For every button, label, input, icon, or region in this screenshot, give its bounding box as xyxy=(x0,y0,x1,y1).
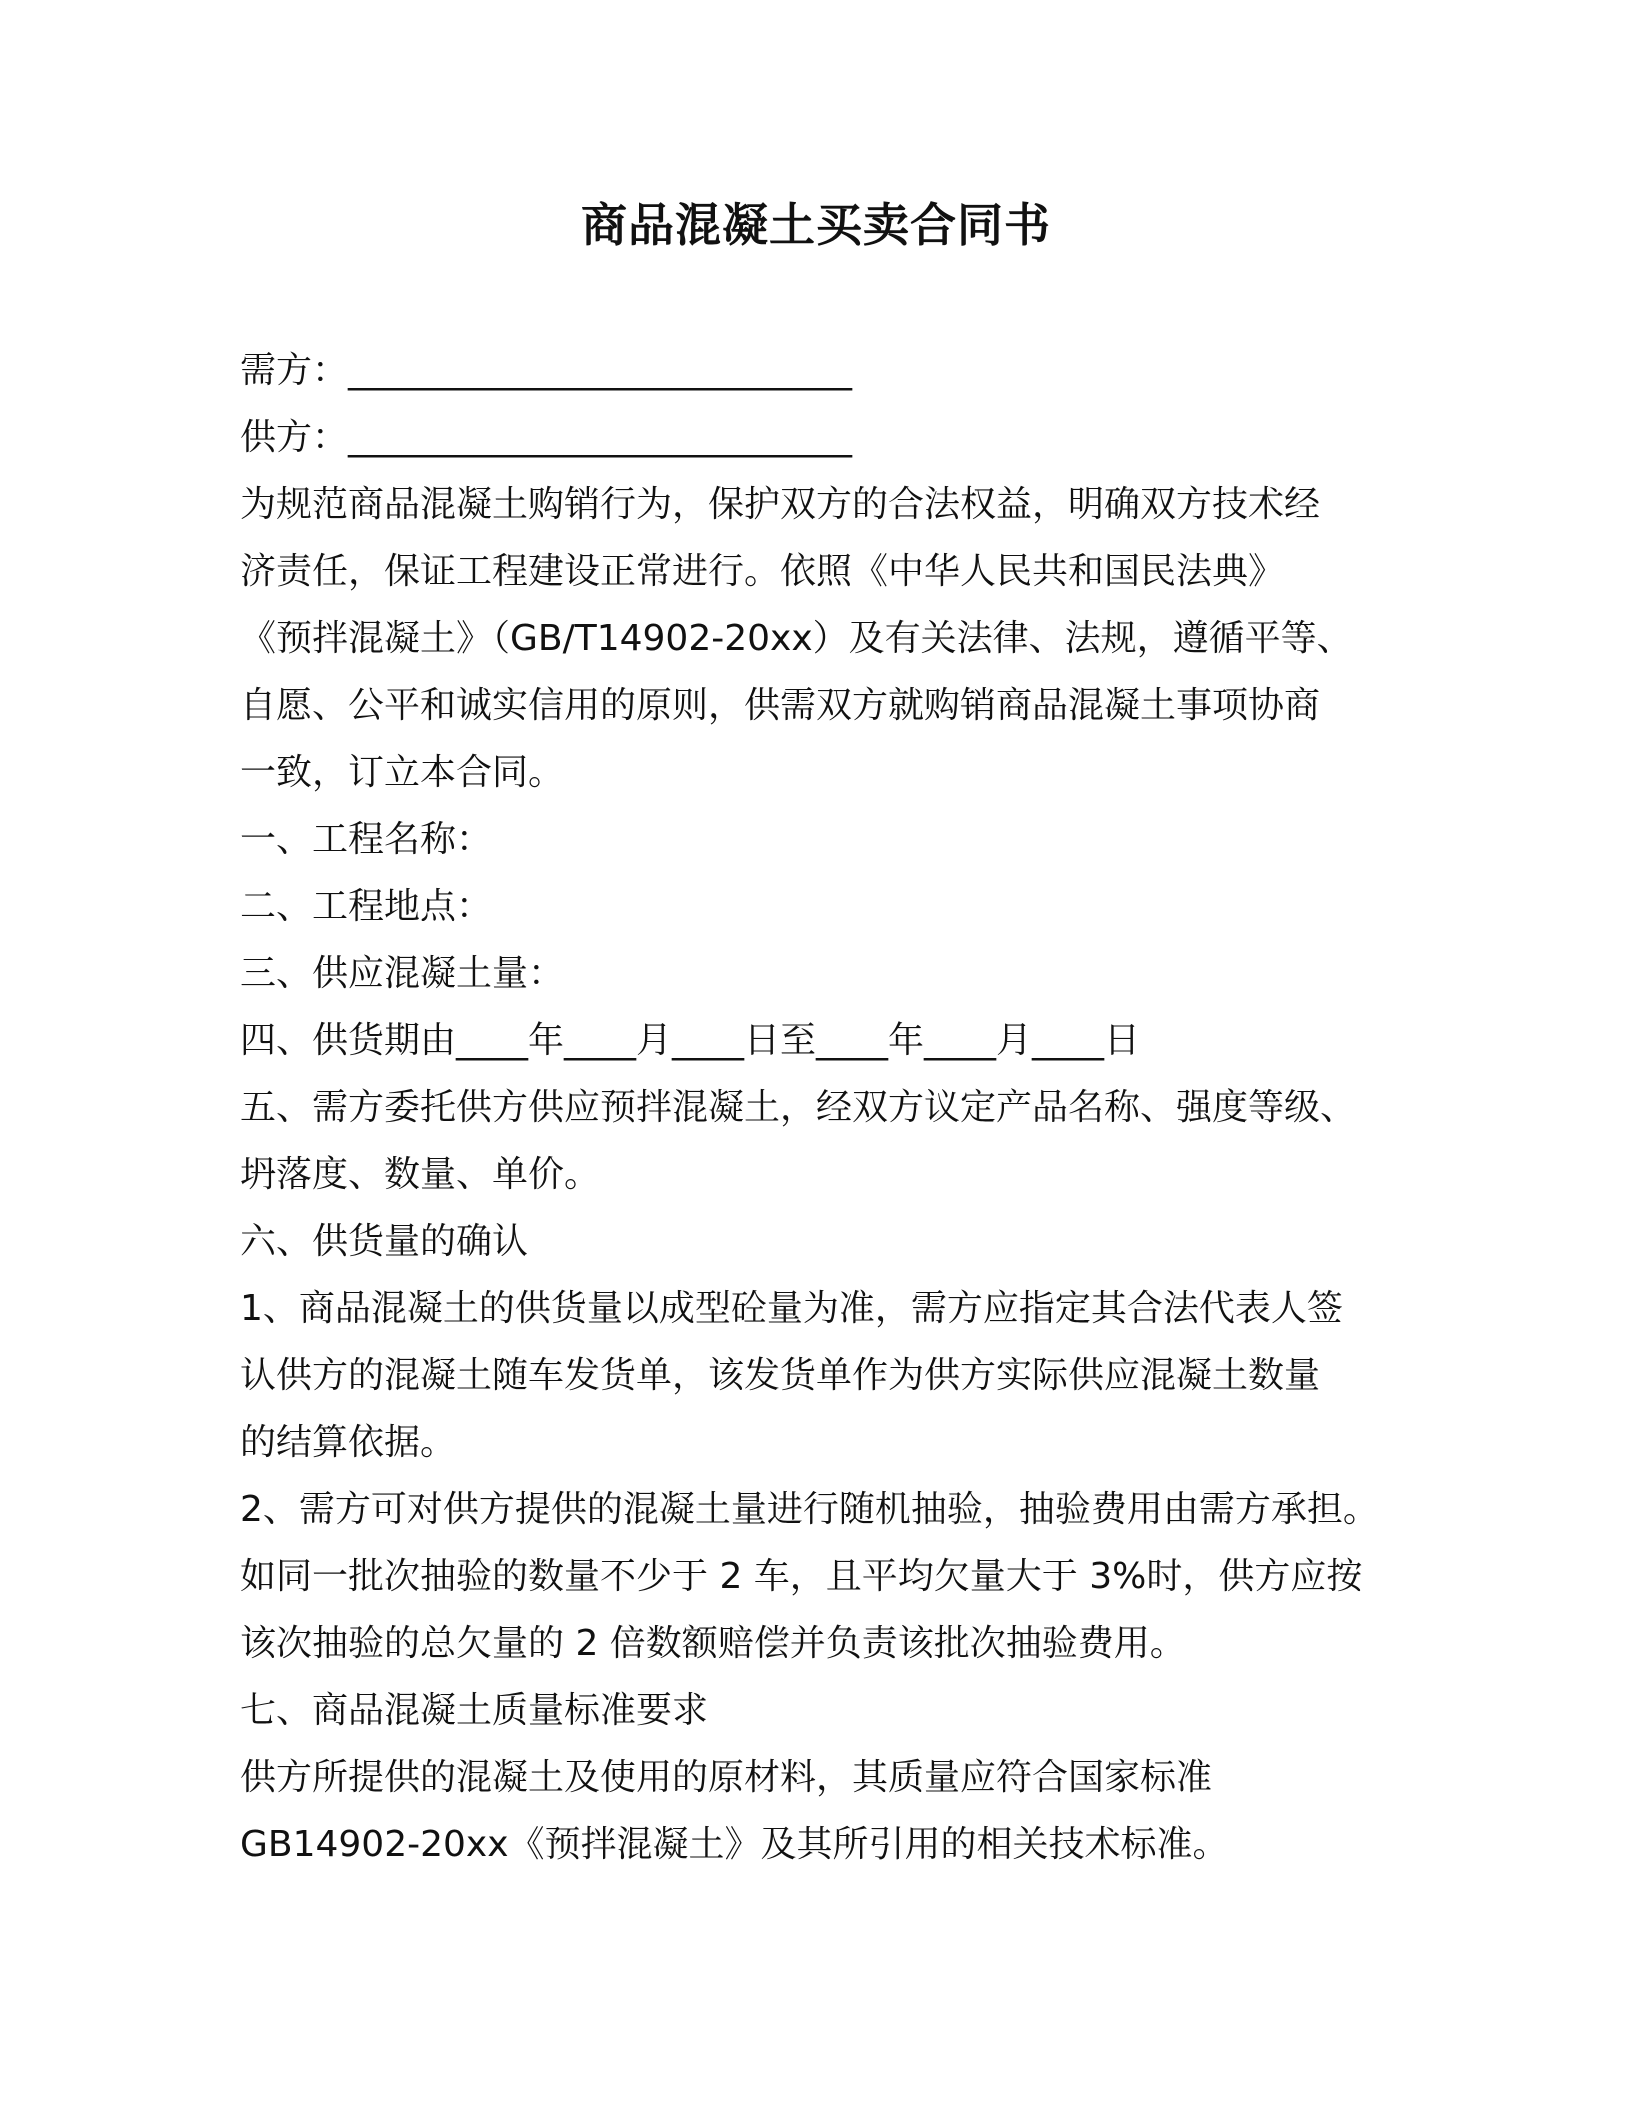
clause-supply-period: 四、供货期由____年____月____日至____年____月____日 xyxy=(240,1020,1141,1061)
clause-concrete-quantity: 三、供应混凝土量： xyxy=(240,953,565,994)
clause-product-terms-line-2: 坍落度、数量、单价。 xyxy=(240,1154,601,1195)
clause-product-terms-line-1: 五、需方委托供方供应预拌混凝土，经双方议定产品名称、强度等级、 xyxy=(240,1087,1357,1128)
seller-line: 供方：____________________________ xyxy=(240,417,853,458)
preamble-line-2: 济责任，保证工程建设正常进行。依照《中华人民共和国民法典》 xyxy=(240,551,1285,592)
preamble-line-3: 《预拌混凝土》（GB/T14902-20xx）及有关法律、法规，遵循平等、 xyxy=(240,618,1353,659)
clause-supply-confirmation-heading: 六、供货量的确认 xyxy=(240,1221,529,1262)
supply-item-2-line-3: 该次抽验的总欠量的 2 倍数额赔偿并负责该批次抽验费用。 xyxy=(240,1623,1186,1664)
clause-quality-heading: 七、商品混凝土质量标准要求 xyxy=(240,1690,709,1731)
supply-item-2-line-1: 2、需方可对供方提供的混凝土量进行随机抽验，抽验费用由需方承担。 xyxy=(240,1489,1379,1530)
supply-item-1-line-2: 认供方的混凝土随车发货单，该发货单作为供方实际供应混凝土数量 xyxy=(240,1355,1321,1396)
quality-line-1: 供方所提供的混凝土及使用的原材料，其质量应符合国家标准 xyxy=(240,1757,1213,1798)
clause-project-location: 二、工程地点： xyxy=(240,886,493,927)
document-body xyxy=(240,337,1410,1878)
buyer-line: 需方：____________________________ xyxy=(240,350,853,391)
preamble-line-1: 为规范商品混凝土购销行为，保护双方的合法权益，明确双方技术经 xyxy=(240,484,1321,525)
document-title: 商品混凝土买卖合同书 xyxy=(581,198,1051,252)
supply-item-2-line-2: 如同一批次抽验的数量不少于 2 车，且平均欠量大于 3%时，供方应按 xyxy=(240,1556,1363,1597)
quality-line-2: GB14902-20xx《预拌混凝土》及其所引用的相关技术标准。 xyxy=(240,1824,1229,1865)
preamble-line-4: 自愿、公平和诚实信用的原则，供需双方就购销商品混凝土事项协商 xyxy=(240,685,1321,726)
supply-item-1-line-1: 1、商品混凝土的供货量以成型砼量为准，需方应指定其合法代表人签 xyxy=(240,1288,1343,1329)
supply-item-1-line-3: 的结算依据。 xyxy=(240,1422,457,1463)
clause-project-name: 一、工程名称： xyxy=(240,819,493,860)
preamble-line-5: 一致，订立本合同。 xyxy=(240,752,565,793)
